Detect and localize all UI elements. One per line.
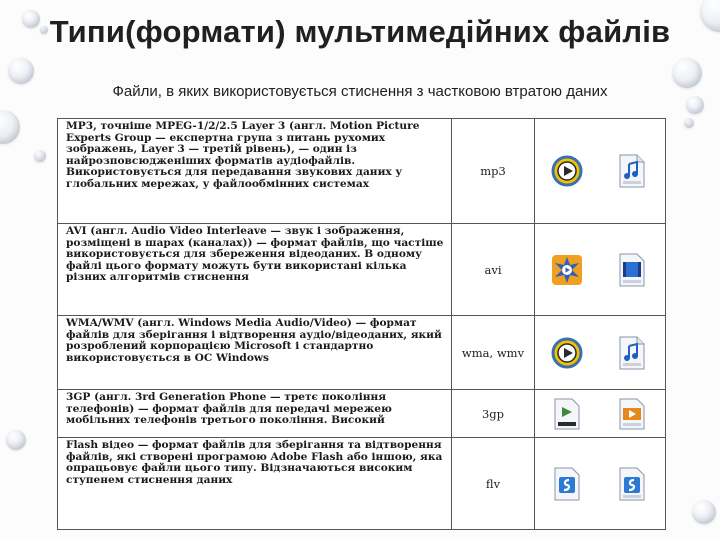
decorative-bubble — [692, 500, 716, 524]
format-icons — [534, 390, 665, 438]
audio-file-icon — [613, 334, 651, 372]
format-extension: flv — [452, 438, 535, 530]
decorative-bubble — [686, 96, 704, 114]
format-icons — [534, 438, 665, 530]
decorative-bubble — [34, 150, 46, 162]
table-row — [58, 119, 665, 223]
format-icons — [534, 224, 665, 316]
format-icons — [534, 316, 665, 390]
decorative-bubble — [0, 110, 20, 144]
format-extension: wma, wmv — [452, 316, 535, 390]
table-row — [58, 389, 665, 438]
format-description: WMA/WMV (англ. Windows Media Audio/Video) — формат файлів для зберігання і відтворення аудіо/відеоданих, який розроблений корпорацією Microsoft і стандартно використовується в ОС Windows — [58, 316, 452, 390]
slide-subtitle: Файли, в яких використовується стиснення з частковою втратою даних — [112, 83, 608, 100]
format-description: Flash відео — формат файлів для зберігання та відтворення файлів, які створені програмою Adobe Flash або іншою, яка опрацьовує файли цього типу. Відзначаються високим ступенем стиснення даних — [58, 438, 452, 530]
decorative-bubble — [672, 58, 702, 88]
3gp-file-icon — [548, 395, 586, 433]
video-player-icon — [548, 251, 586, 289]
media-player-icon — [548, 334, 586, 372]
video-file-icon — [613, 251, 651, 289]
flash-file-icon — [548, 465, 586, 503]
formats-table — [57, 118, 666, 530]
audio-file-icon — [613, 152, 651, 190]
table-row — [58, 223, 665, 316]
slide-title: Типи(формати) мультимедійних файлів — [49, 14, 671, 49]
mobile-video-file-icon — [613, 395, 651, 433]
decorative-bubble — [8, 58, 34, 84]
format-extension: mp3 — [452, 119, 535, 223]
flash-video-file-icon — [613, 465, 651, 503]
format-description: AVI (англ. Audio Video Interleave — звук і зображення, розміщені в шарах (каналах)) — формат файлів, що частіше використовується для збереження відеоданих. В одному файлі цього формату можуть бути використані кілька різних алгоритмів стиснення — [58, 224, 452, 316]
decorative-bubble — [684, 118, 694, 128]
format-extension: avi — [452, 224, 535, 316]
table-row — [58, 437, 665, 530]
format-description: 3GP (англ. 3rd Generation Phone — третє покоління телефонів) — формат файлів для передачі мережею мобільних телефонів третього покоління. Високий — [58, 390, 452, 438]
format-extension: 3gp — [452, 390, 535, 438]
decorative-bubble — [6, 430, 26, 450]
format-icons — [534, 119, 665, 223]
format-description: MP3, точніше MPEG-1/2/2.5 Layer 3 (англ. Motion Picture Experts Group — експертна група з питань рухомих зображень, Layer 3 — третій рівень), — один із найрозповсюдженіших форматів аудіофайлів. Використовується для передавання звукових даних у глобальних мережах, у файлообмінних системах — [58, 119, 452, 223]
table-row — [58, 315, 665, 390]
media-player-icon — [548, 152, 586, 190]
